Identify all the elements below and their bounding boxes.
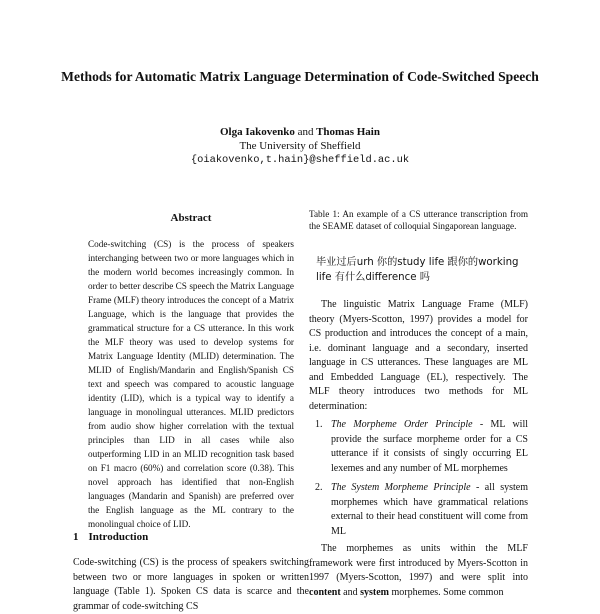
principle-item [315, 481, 528, 539]
principle-name: The Morpheme Order Principle [331, 419, 473, 430]
section-number: 1 [73, 531, 79, 543]
paper-title: Methods for Automatic Matrix Language Determination of Code-Switched Speech [61, 69, 539, 84]
morpheme-paragraph [309, 542, 528, 600]
mlf-paragraph: The linguistic Matrix Language Frame (MLF) theory (Myers-Scotton, 1997) provides a model for CS production and introduces the concept of a main, i.e. dominant language and a secondary, inserted language in CS utterances. These languages are ML and Embedded Language (EL), respectively. The MLF theory introduces two methods for ML determination: [309, 299, 528, 412]
intro-heading [73, 531, 148, 543]
author-email: {oiakovenko,t.hain}@sheffield.ac.uk [190, 154, 410, 166]
author-2: Thomas Hain [316, 126, 380, 138]
abstract-heading: Abstract [170, 212, 212, 224]
affiliation: The University of Sheffield [239, 140, 361, 152]
content-term: content [309, 586, 341, 598]
intro-text: Code-switching (CS) is the process of speakers switching between two or more languages in spoken or written language (Table 1). Spoken CS data is scarce and the grammar of code-switching CS [73, 557, 309, 612]
section-title: Introduction [88, 531, 149, 543]
abstract-text: Code-switching (CS) is the process of speakers interchanging between two or more languages which in the modern world becomes increasingly common. In order to better describe CS speech the Matrix Language Frame (MLF) theory introduces the concept of a Matrix Language, which is the language that provides the grammatical structure for a CS utterance. In this work the MLF theory was used to develop systems for Matrix Language Identity (MLID) determination. The MLID of English/Mandarin and English/Spanish CS text and speech was compared to acoustic language identity (LID), which is a typical way to identify a language in monolingual utterances. MLID predictors from audio show higher correlation with the textual principles than LID in all cases while also outperforming LID in an MLID recognition task based on F1 macro (60%) and correlation score (0.38). This novel approach has identified that non-English languages (Mandarin and Spanish) are preferred over the English language as the ML contrary to the monolingual choice of LID. [88, 239, 294, 529]
principle-name: The System Morpheme Principle [331, 482, 471, 493]
principle-item [315, 418, 528, 476]
example-line-2: life 有什么difference 吗 [316, 272, 430, 283]
morpheme-text: and [340, 586, 361, 598]
principle-number: 2. [315, 482, 323, 493]
morpheme-text: The morphemes as units within the MLF framework were first introduced by Myers-Scotton in 1997 (Myers-Scotton, 1997) and were split into [309, 543, 528, 583]
author-conjunction: and [297, 126, 314, 138]
table-caption: Table 1: An example of a CS utterance transcription from the SEAME dataset of colloquial Singaporean language. [309, 209, 528, 231]
system-term: system [360, 586, 390, 598]
author-block [100, 125, 500, 167]
cs-example [316, 255, 528, 285]
principle-description: - all system morphemes which have grammatical relations external to their head constituent will come from ML [331, 482, 528, 537]
principle-number: 1. [315, 419, 323, 430]
morpheme-text: morphemes. Some common [389, 586, 504, 598]
author-1: Olga Iakovenko [220, 126, 295, 138]
author-names [100, 125, 500, 139]
principle-description: - ML will provide the surface morpheme order for a CS utterance if it consists of singly occurring EL lexemes and any number of ML morphemes [331, 419, 528, 474]
example-line-1: 毕业过后urh 你的study life 跟你的working [316, 257, 519, 268]
